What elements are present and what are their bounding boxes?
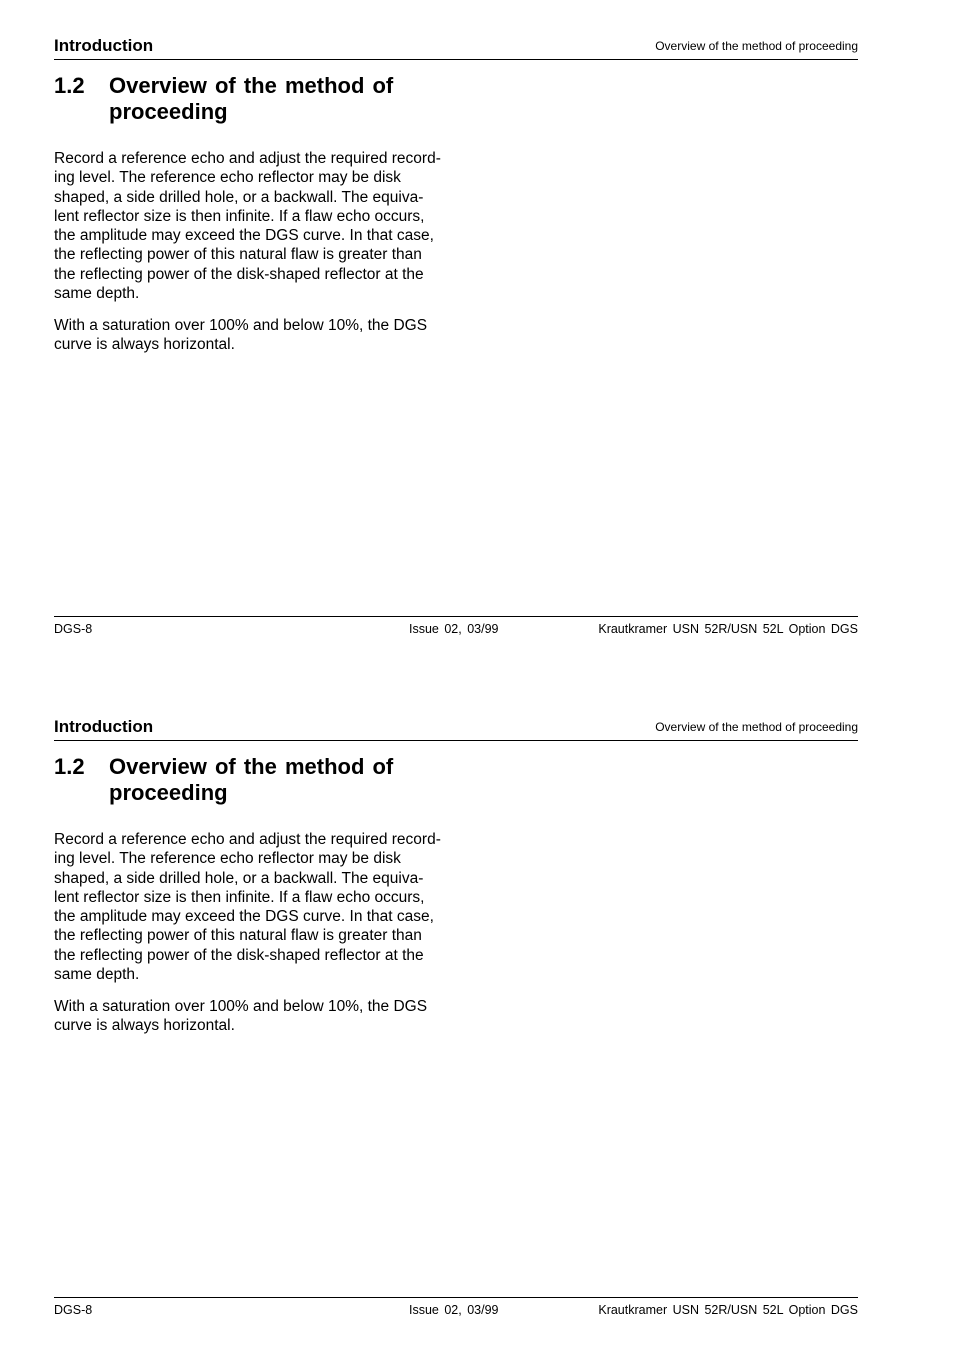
header-divider [54, 59, 858, 60]
section-number: 1.2 [54, 754, 85, 779]
section-title: Overview of the method of proceeding [109, 754, 394, 805]
footer-page-number: DGS-8 [54, 622, 93, 636]
footer-product: Krautkramer USN 52R/USN 52L Option DGS [598, 622, 858, 636]
section-number: 1.2 [54, 73, 85, 98]
body-paragraph: With a saturation over 100% and below 10%, the DGS curve is always horizontal. [54, 998, 428, 1035]
section-title: Overview of the method of proceeding [109, 73, 394, 124]
document-page [0, 0, 954, 675]
running-header-topic: Overview of the method of proceeding [655, 720, 858, 734]
body-paragraph: Record a reference echo and adjust the required record-ing level. The reference echo reflector may be disk shaped, a side drilled hole, or a backwall. The equiva-lent reflector size is then infinite. If a flaw echo occurs, the amplitude may exceed the DGS curve. In that case, the reflecting power of this natural flaw is greater than the reflecting power of the disk-shaped reflector at the same depth. [54, 150, 441, 303]
footer-page-number: DGS-8 [54, 1303, 93, 1317]
footer-product: Krautkramer USN 52R/USN 52L Option DGS [598, 1303, 858, 1317]
footer-divider [54, 1297, 858, 1298]
document-page [0, 681, 954, 1356]
footer-issue: Issue 02, 03/99 [409, 1303, 499, 1317]
body-paragraph: With a saturation over 100% and below 10%, the DGS curve is always horizontal. [54, 317, 428, 354]
body-paragraph: Record a reference echo and adjust the required record-ing level. The reference echo reflector may be disk shaped, a side drilled hole, or a backwall. The equiva-lent reflector size is then infinite. If a flaw echo occurs, the amplitude may exceed the DGS curve. In that case, the reflecting power of this natural flaw is greater than the reflecting power of the disk-shaped reflector at the same depth. [54, 831, 441, 984]
running-header-topic: Overview of the method of proceeding [655, 39, 858, 53]
footer-divider [54, 616, 858, 617]
header-divider [54, 740, 858, 741]
footer-issue: Issue 02, 03/99 [409, 622, 499, 636]
running-header-section: Introduction [54, 36, 154, 55]
running-header-section: Introduction [54, 717, 154, 736]
